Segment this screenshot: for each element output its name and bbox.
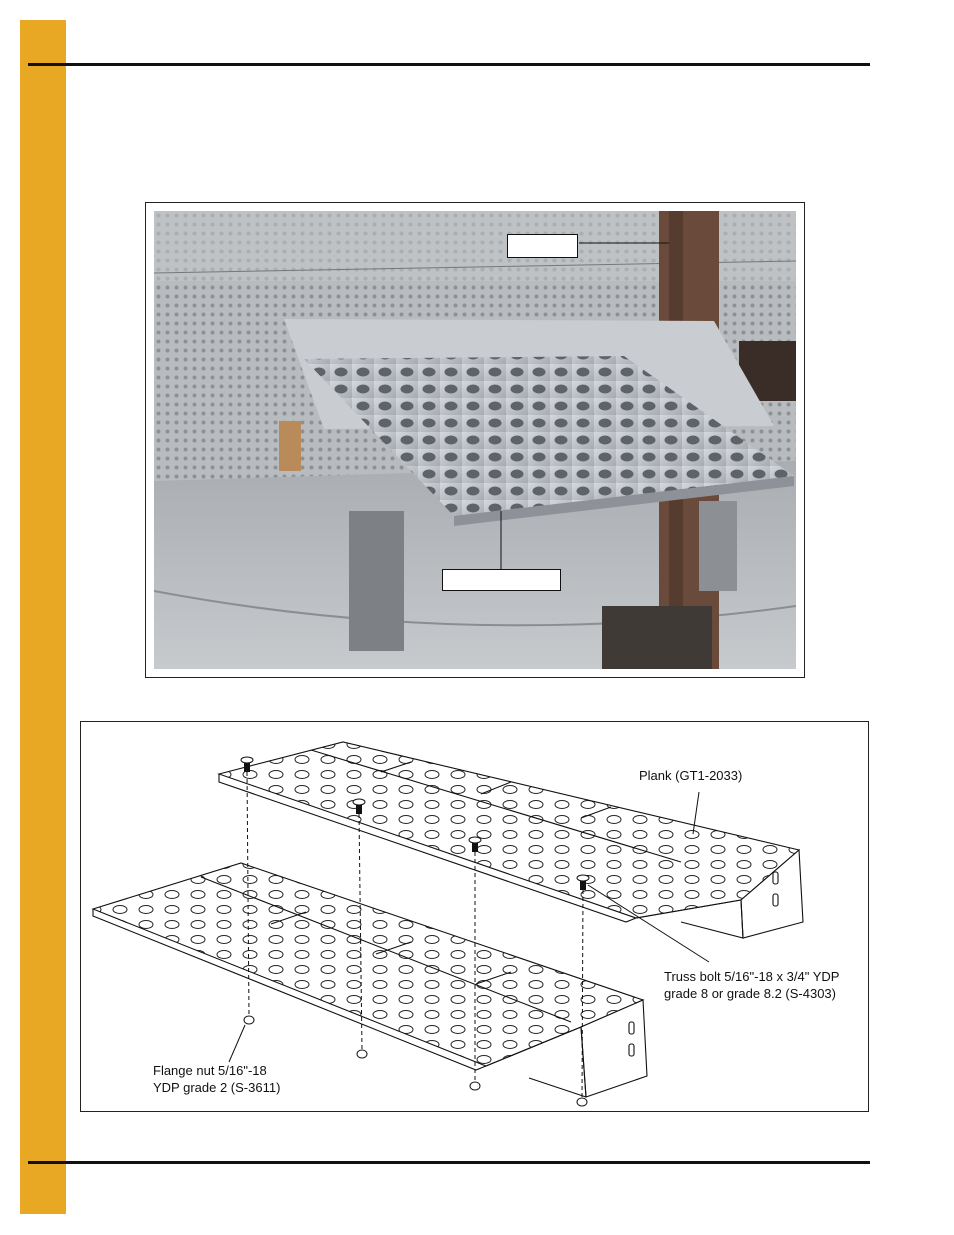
flange-nut-label-line2: YDP grade 2 (S-3611) <box>153 1080 281 1095</box>
photo-figure <box>145 202 805 678</box>
installation-photo <box>154 211 796 669</box>
yellow-side-bar <box>20 20 66 1214</box>
callout-box-post <box>507 234 578 258</box>
plank-label: Plank (GT1-2033) <box>639 768 743 783</box>
callout-box-plank <box>442 569 561 591</box>
exploded-diagram-figure <box>80 721 869 1112</box>
truss-bolt-label-line2: grade 8 or grade 8.2 (S-4303) <box>664 986 836 1001</box>
footer-rule <box>28 1161 870 1164</box>
plank-exploded-drawing <box>81 722 868 1111</box>
header-rule <box>28 63 870 66</box>
flange-nut-label-line1: Flange nut 5/16"-18 <box>153 1063 267 1078</box>
truss-bolt-label-line1: Truss bolt 5/16"-18 x 3/4" YDP <box>664 969 840 984</box>
